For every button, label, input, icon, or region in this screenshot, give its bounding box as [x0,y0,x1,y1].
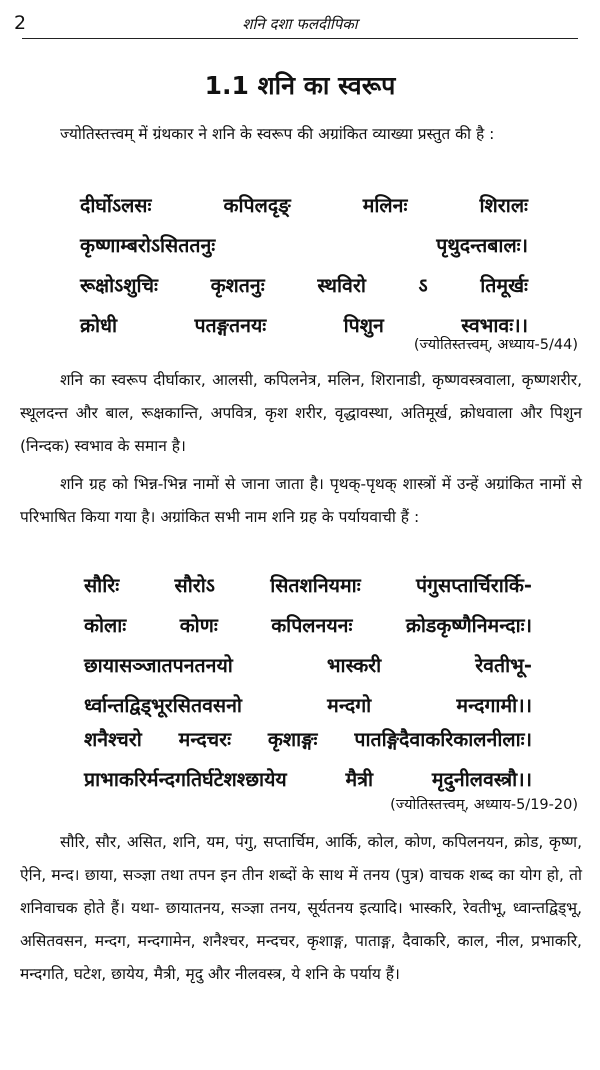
description-paragraph: शनि का स्वरूप दीर्घाकार, आलसी, कपिलनेत्र, मलिन, शिरानाडी, कृष्णवस्त्रवाला, कृष्णशरीर, स्थूलदन्त और बाल, रूक्षकान्ति, अपवित्र, कृश शरीर, वृद्धावस्था, अतिमूर्ख, क्रोधवाला और पिशुन (निन्दक) स्वभाव के समान है। [20,371,582,455]
verse-line [84,566,532,606]
intro-paragraph: ज्योतिस्तत्त्वम् में ग्रंथकार ने शनि के स्वरूप की अग्रांकित व्याख्या प्रस्तुत की है : [60,125,495,143]
verse-word: शिरालः [479,194,528,217]
verse-word: पातङ्गिदैवाकरिकालनीलाः। [354,728,532,751]
verse-word: मृदुनीलवस्त्रौ।। [431,768,532,791]
verse-word: छायासञ्जातपनतनयो [84,654,233,677]
verse-word: ऽ [418,274,428,297]
verse-word: कृशाङ्गः [267,728,318,751]
verse-word: र्ध्वान्तद्विड्भूरसितवसनो [84,694,242,717]
verse-word: कपिलनयनः [271,614,353,637]
verse-word: स्थविरो [317,274,366,297]
verse-word: कपिलदृङ् [223,194,291,217]
page-header [0,12,600,38]
verse-word: कोलाः [84,614,127,637]
verse-line [84,646,532,686]
verse-word: कोणः [179,614,218,637]
verse-word: भास्करी [326,654,382,677]
verse-word: क्रोधी [80,314,118,337]
verse-word: पतङ्गतनयः [194,314,267,337]
verse-line [80,186,528,226]
verse-2 [84,566,532,726]
verse-word: मन्दचरः [178,728,232,751]
verse-word: तिमूर्खः [480,274,528,297]
section-title: 1.1 शनि का स्वरूप [204,71,396,100]
verse-3-citation: (ज्योतिस्तत्त्वम्, अध्याय-5/19-20) [390,797,578,813]
verse-word: कृशतनुः [210,274,265,297]
verse-word: शनैश्चरो [84,728,142,751]
verse-word: पिशुन [343,314,384,337]
verse-word: मन्दगो [327,694,372,717]
verse-word: दीर्घोऽलसः [80,194,152,217]
verse-word: स्वभावः।। [461,314,528,337]
verse-word: प्राभाकरिर्मन्दगतिर्घटेशश्छायेय [84,768,287,791]
verse-word: मैत्री [345,768,374,791]
verse-1-citation: (ज्योतिस्तत्त्वम्, अध्याय-5/44) [413,337,578,353]
verse-1 [80,186,528,346]
synonyms-paragraph: सौरि, सौर, असित, शनि, यम, पंगु, सप्तार्चिम, आर्कि, कोल, कोण, कपिलनयन, क्रोड, कृष्ण, ऐनि, मन्द। छाया, सञ्ज्ञा तथा तपन इन तीन शब्दों के साथ में तनय (पुत्र) वाचक शब्द का योग हो, तो शनिवाचक होते हैं। यथा- छायातनय, सञ्ज्ञा तनय, सूर्यतनय इत्यादि। भास्करि, रेवतीभू, ध्वान्तद्विड्भू, असितवसन, मन्दग, मन्दगामेन, शनैश्चर, मन्दचर, कृशाङ्ग, पाताङ्ग, दैवाकरि, काल, नील, प्रभाकरि, मन्दगति, घटेश, छायेय, मैत्री, मृदु और नीलवस्त्र, ये शनि के पर्याय हैं। [20,833,582,983]
names-intro-paragraph: शनि ग्रह को भिन्न-भिन्न नामों से जाना जाता है। पृथक्-पृथक् शास्त्रों में उन्हें अग्रांकित नामों से परिभाषित किया गया है। अग्रांकित सभी नाम शनि ग्रह के पर्यायवाची हैं : [20,475,582,526]
verse-word: सौरोऽ [174,574,215,597]
verse-word: मलिनः [362,194,408,217]
page-number: 2 [14,12,27,34]
verse-word: क्रोडकृष्णैनिमन्दाः। [405,614,532,637]
verse-word: पंगुसप्तार्चिरार्कि- [415,574,532,597]
running-title: शनि दशा फलदीपिका [242,15,358,33]
verse-3 [84,720,532,800]
header-divider [22,38,578,39]
verse-line [80,226,528,266]
verse-word: रेवतीभू- [475,654,532,677]
verse-word: कृष्णाम्बरोऽसिततनुः [80,234,216,257]
verse-word: मन्दगामी।। [456,694,532,717]
verse-word: सौरिः [84,574,120,597]
verse-line [84,720,532,760]
verse-word: सितशनियमाः [270,574,361,597]
verse-word: रूक्षोऽशुचिः [80,274,158,297]
verse-line [80,266,528,306]
verse-line [84,606,532,646]
verse-word: पृथुदन्तबालः। [436,234,528,257]
